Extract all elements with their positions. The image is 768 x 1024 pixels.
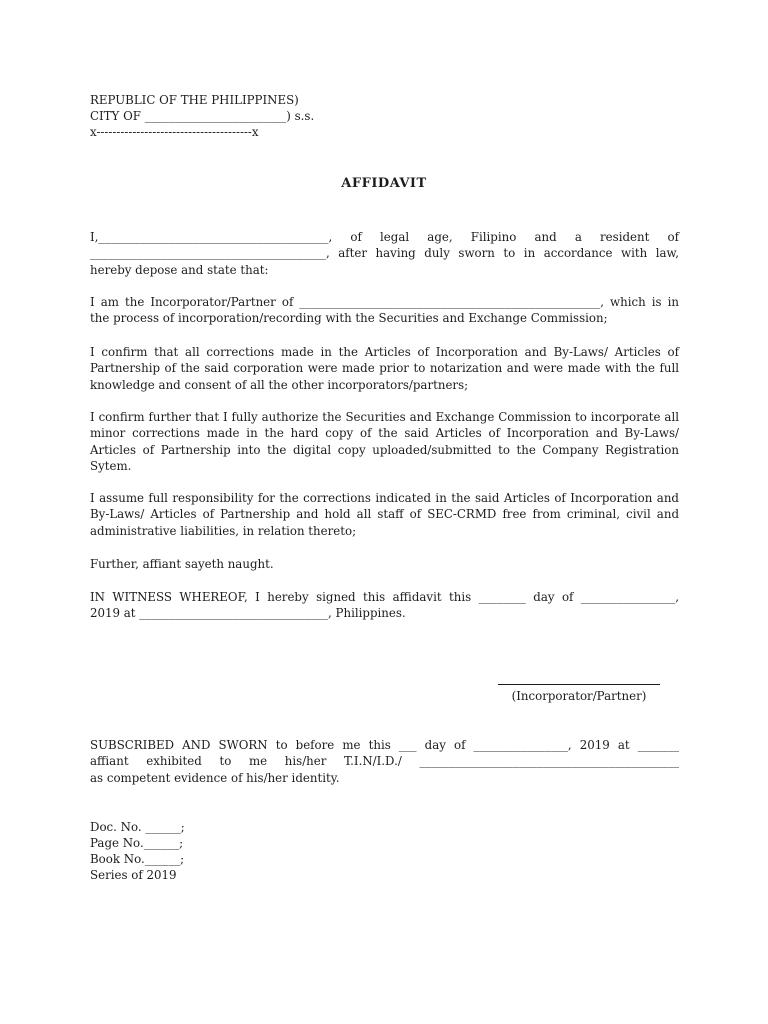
intro-line-1: I,_______________________________________, of legal age, Filipino and a resident of <box>90 230 679 244</box>
witness-paragraph <box>90 589 679 622</box>
book-number: Book No.______; <box>90 852 185 866</box>
incorporator-paragraph <box>90 294 679 327</box>
venue-separator: x---------------------------------------x <box>90 125 259 139</box>
intro-line-2: ________________________________________, after having duly sworn to in accordance with law, <box>90 246 679 261</box>
witness-line-2: 2019 at ________________________________, Philippines. <box>90 606 406 621</box>
document-title: AFFIDAVIT <box>341 176 427 191</box>
venue-republic: REPUBLIC OF THE PHILIPPINES) <box>90 93 299 107</box>
jurat-line-2: affiant exhibited to me his/her T.I.N/I.D./ ____________________________________________ <box>90 754 679 769</box>
paragraph-text: I assume full responsibility for the corrections indicated in the said Articles of Incorporation and By-Laws/ Articles of Partnership and hold all staff of SEC-CRMD free from criminal, civil and administrative liabilities, in relation thereto; <box>90 491 679 538</box>
authorization-paragraph <box>90 409 679 475</box>
doc-number: Doc. No. ______; <box>90 820 185 834</box>
venue-city: CITY OF ________________________) s.s. <box>90 109 315 123</box>
intro-paragraph <box>90 229 679 278</box>
paragraph-text: I confirm that all corrections made in the Articles of Incorporation and By-Laws/ Articles of Partnership of the said corporation were made prior to notarization and were made with the full knowledge and consent of all the other incorporators/partners; <box>90 345 679 392</box>
responsibility-paragraph <box>90 490 679 539</box>
signature-line <box>498 684 660 685</box>
intro-line-3: hereby depose and state that: <box>90 262 269 277</box>
jurat-line-1: SUBSCRIBED AND SWORN to before me this ___ day of ________________, 2019 at _______ <box>90 738 679 752</box>
corrections-paragraph <box>90 344 679 393</box>
naught-line: Further, affiant sayeth naught. <box>90 557 274 571</box>
series-year: Series of 2019 <box>90 868 177 882</box>
signature-label: (Incorporator/Partner) <box>511 689 647 703</box>
paragraph-text: I am the Incorporator/Partner of ___________________________________________________, which is in the process of incorporation/recording with the Securities and Exchange Commission; <box>90 295 679 326</box>
jurat-line-3: as competent evidence of his/her identity. <box>90 770 340 785</box>
page-number: Page No.______; <box>90 836 184 850</box>
paragraph-text: I confirm further that I fully authorize the Securities and Exchange Commission to incorporate all minor corrections made in the hard copy of the said Articles of Incorporation and By-Laws/ Articles of Partnership into the digital copy uploaded/submitted to the Company Registration Sytem. <box>90 410 679 474</box>
witness-line-1: IN WITNESS WHEREOF, I hereby signed this affidavit this ________ day of ________________, <box>90 590 679 604</box>
jurat-paragraph <box>90 737 679 786</box>
